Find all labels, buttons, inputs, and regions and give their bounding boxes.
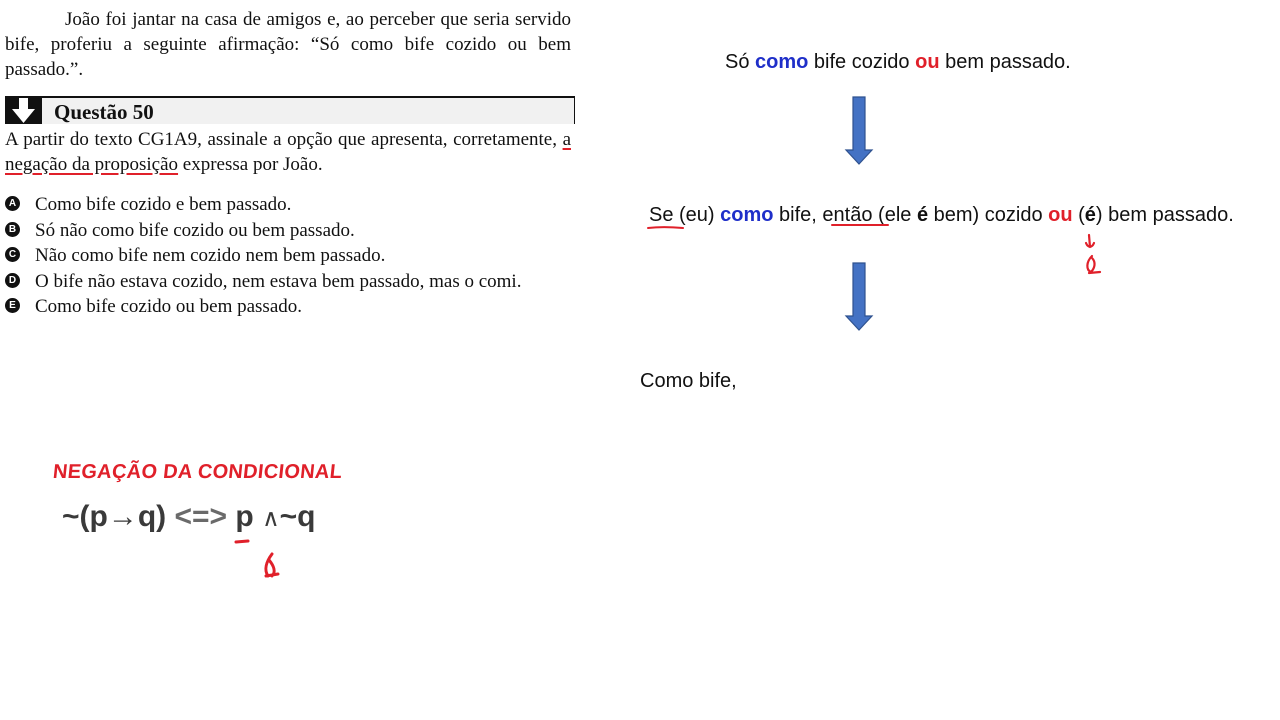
- option-letter: E: [5, 298, 20, 313]
- statement-part-1: A partir do texto CG1A9, assinale a opção que apresenta, corretamente,: [5, 129, 563, 150]
- analysis-line-3: Como bife,: [640, 370, 737, 392]
- line1-como: como: [755, 51, 809, 73]
- intro-block: [5, 7, 571, 82]
- line2-text-d: bem) cozido: [928, 204, 1049, 226]
- option-e[interactable]: [5, 294, 571, 320]
- options-list: [5, 192, 571, 320]
- negation-formula: [62, 500, 316, 534]
- statement-underlined: a negação da proposição: [5, 129, 571, 175]
- question-header: [5, 96, 575, 124]
- option-text: Não como bife nem cozido nem bem passado.: [35, 245, 386, 266]
- option-text: Só não como bife cozido ou bem passado.: [35, 219, 355, 241]
- option-letter: B: [5, 222, 20, 237]
- handwritten-underlines: [645, 222, 895, 234]
- option-a[interactable]: [5, 192, 571, 218]
- line2-text-e: (: [1072, 204, 1085, 226]
- formula-and: ∧: [262, 505, 280, 532]
- line2-text-a: (eu): [673, 204, 721, 226]
- negation-title: NEGAÇÃO DA CONDICIONAL: [51, 461, 344, 483]
- line2-entao: então: [822, 204, 873, 226]
- formula-lhs: ~(p→q): [62, 500, 167, 533]
- arrow-down-icon: [844, 262, 874, 332]
- line2-se: Se: [649, 204, 674, 226]
- option-text: Como bife cozido ou bem passado.: [35, 296, 303, 317]
- line1-text-c: bem passado.: [939, 51, 1071, 73]
- option-letter: A: [5, 196, 20, 211]
- line2-como: como: [720, 204, 774, 226]
- handwritten-mark-p: [228, 536, 288, 582]
- question-statement: [5, 127, 571, 177]
- intro-text: João foi jantar na casa de amigos e, ao perceber que seria servido bife, proferiu a seguinte afirmação: “Só como bife cozido ou bem passado.”.: [5, 9, 571, 80]
- line1-text-b: bife cozido: [808, 51, 916, 73]
- formula-equiv: <=>: [174, 500, 228, 533]
- option-letter: C: [5, 247, 20, 262]
- question-title: Questão 50: [54, 100, 154, 124]
- option-b[interactable]: [5, 218, 571, 244]
- line2-e1: é: [916, 204, 929, 226]
- option-text: O bife não estava cozido, nem estava bem passado, mas o comi.: [35, 270, 522, 292]
- line2-e2: é: [1084, 204, 1096, 226]
- option-text: Como bife cozido e bem passado.: [35, 194, 292, 215]
- line1-ou: ou: [915, 51, 940, 73]
- line2-text-b: bife,: [773, 204, 823, 226]
- line2-text-f: ) bem passado.: [1095, 204, 1234, 226]
- analysis-line-1: [725, 51, 1071, 74]
- formula-notq: ~q: [279, 500, 316, 533]
- handwritten-mark-ou: [1080, 232, 1104, 276]
- arrow-down-icon: [5, 98, 42, 124]
- question-tab: [5, 98, 42, 124]
- option-d[interactable]: [5, 269, 571, 295]
- arrow-down-icon: [844, 96, 874, 166]
- option-letter: D: [5, 273, 20, 288]
- option-c[interactable]: [5, 243, 571, 269]
- statement-part-2: expressa por João.: [178, 154, 323, 175]
- formula-p: p: [235, 500, 254, 533]
- line2-ou: ou: [1048, 204, 1073, 226]
- line1-text-a: Só: [725, 51, 756, 73]
- line2-text-c: (ele: [872, 204, 917, 226]
